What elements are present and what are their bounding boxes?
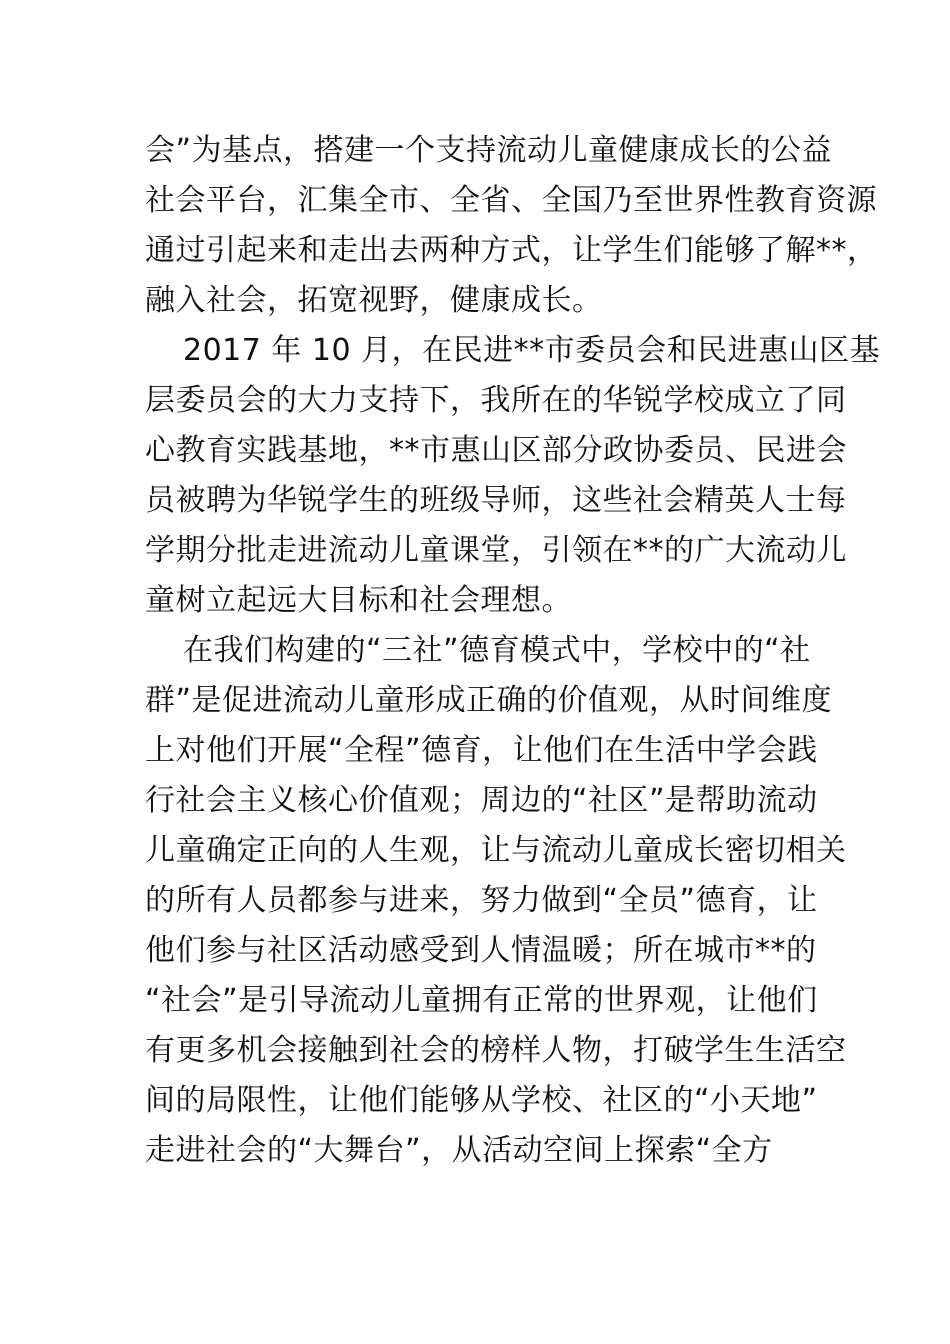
paragraph-line: 童树立起远大目标和社会理想。	[145, 583, 572, 618]
paragraph-line: 会”为基点，搭建一个支持流动儿童健康成长的公益	[145, 133, 833, 168]
paragraph-line: 他们参与社区活动感受到人情温暖；所在城市**的	[145, 933, 817, 968]
paragraph-line: 学期分批走进流动儿童课堂，引领在**的广大流动儿	[145, 533, 847, 568]
paragraph-line: 群”是促进流动儿童形成正确的价值观，从时间维度	[145, 683, 833, 718]
paragraph-line: 员被聘为华锐学生的班级导师，这些社会精英人士每	[145, 483, 847, 518]
paragraph-line: 间的局限性，让他们能够从学校、社区的“小天地”	[145, 1083, 818, 1118]
paragraph-line: 通过引起来和走出去两种方式，让学生们能够了解**，	[145, 233, 878, 268]
paragraph-line: “社会”是引导流动儿童拥有正常的世界观，让他们	[145, 983, 818, 1018]
paragraph-line: 2017 年 10 月，在民进**市委员会和民进惠山区基	[183, 333, 881, 368]
paragraph-line: 层委员会的大力支持下，我所在的华锐学校成立了同	[145, 383, 847, 418]
paragraph-line: 社会平台，汇集全市、全省、全国乃至世界性教育资源	[145, 183, 877, 218]
paragraph-line: 行社会主义核心价值观；周边的“社区”是帮助流动	[145, 783, 818, 818]
paragraph-line: 有更多机会接触到社会的榜样人物，打破学生生活空	[145, 1033, 847, 1068]
paragraph-line: 儿童确定正向的人生观，让与流动儿童成长密切相关	[145, 833, 847, 868]
body-text	[145, 126, 881, 1176]
paragraph-line: 融入社会，拓宽视野，健康成长。	[145, 283, 603, 318]
paragraph-line: 在我们构建的“三社”德育模式中，学校中的“社	[183, 633, 811, 668]
paragraph-line: 走进社会的“大舞台”，从活动空间上探索“全方	[145, 1133, 773, 1168]
paragraph-line: 上对他们开展“全程”德育，让他们在生活中学会践	[145, 733, 818, 768]
paragraph-line: 的所有人员都参与进来，努力做到“全员”德育，让	[145, 883, 818, 918]
paragraph-line: 心教育实践基地，**市惠山区部分政协委员、民进会	[145, 433, 847, 468]
